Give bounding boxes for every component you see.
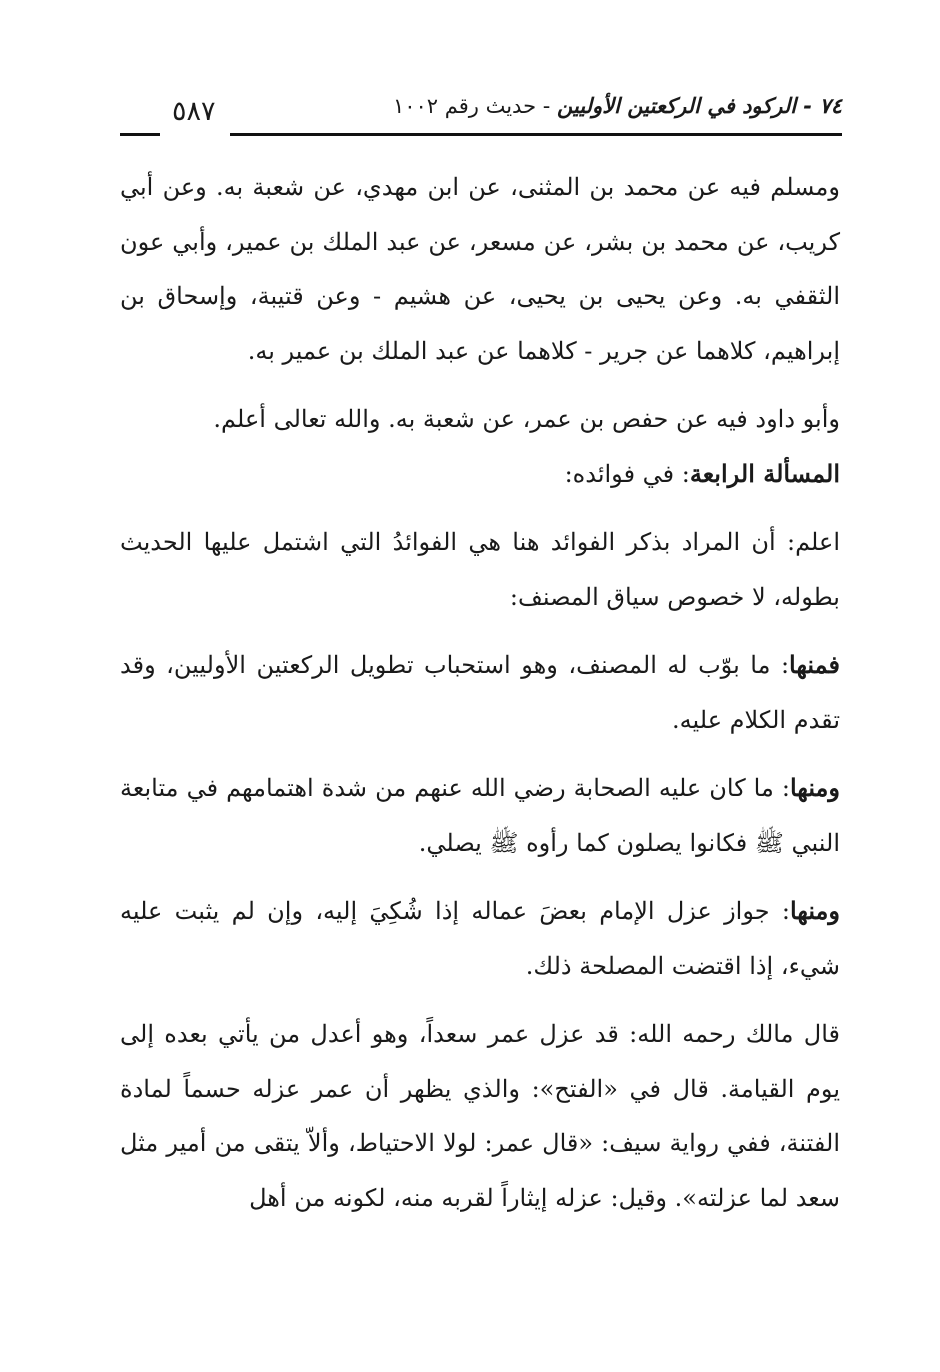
paragraph: ومنها: جواز عزل الإمام بعضَ عماله إذا شُكِيَ إليه، وإن لم يثبت عليه شيء، إذا اقتضت المصلحة ذلك. <box>120 896 840 980</box>
running-header <box>120 88 842 140</box>
running-title <box>393 94 842 118</box>
header-long-rule <box>230 133 842 136</box>
paragraph-lead: ومنها <box>789 773 840 802</box>
section-heading: المسألة الرابعة: في فوائده: <box>564 458 840 488</box>
hadith-number: - حديث رقم ١٠٠٢ <box>392 94 557 118</box>
paragraph: فمنها: ما بوّب له المصنف، وهو استحباب تطويل الركعتين الأوليين، وقد تقدم الكلام عليه. <box>120 650 840 734</box>
paragraph: وأبو داود فيه عن حفص بن عمر، عن شعبة به. والله تعالى أعلم. <box>213 405 840 433</box>
page-number: ٥٨٧ <box>172 96 216 127</box>
paragraph: قال مالك رحمه الله: قد عزل عمر سعداً، وهو أعدل من يأتي بعده إلى يوم القيامة. قال في «الفتح»: والذي يظهر أن عمر عزله حسماً لمادة الفتنة، ففي رواية سيف: «قال عمر: لولا الاحتياط، وألاّ يتقى من أمير مثل سعد لما عزلته». وقيل: عزله إيثاراً لقربه منه، لكونه من أهل <box>120 1020 840 1212</box>
section-title: المسألة الرابعة <box>689 458 840 488</box>
chapter-title: ٧٤ - الركود في الركعتين الأوليين <box>556 94 842 118</box>
paragraph: ومنها: ما كان عليه الصحابة رضي الله عنهم من شدة اهتمامهم في متابعة النبي ﷺ فكانوا يصلون كما رأوه ﷺ يصلي. <box>120 773 840 857</box>
paragraph-lead: ومنها <box>789 896 840 925</box>
paragraph: اعلم: أن المراد بذكر الفوائد هنا هي الفوائدُ التي اشتمل عليها الحديث بطوله، لا خصوص سياق المصنف: <box>120 528 840 611</box>
body-text <box>120 160 840 1225</box>
paragraph-lead: فمنها <box>789 650 840 679</box>
paragraph: ومسلم فيه عن محمد بن المثنى، عن ابن مهدي، عن شعبة به. وعن أبي كريب، عن محمد بن بشر، عن مسعر، عن عبد الملك بن عمير، وأبي عون الثقفي به. وعن يحيى بن يحيى، عن هشيم - وعن قتيبة، وإسحاق بن إبراهيم، كلاهما عن جرير - كلاهما عن عبد الملك بن عمير به. <box>120 173 841 365</box>
header-short-rule <box>120 133 160 136</box>
